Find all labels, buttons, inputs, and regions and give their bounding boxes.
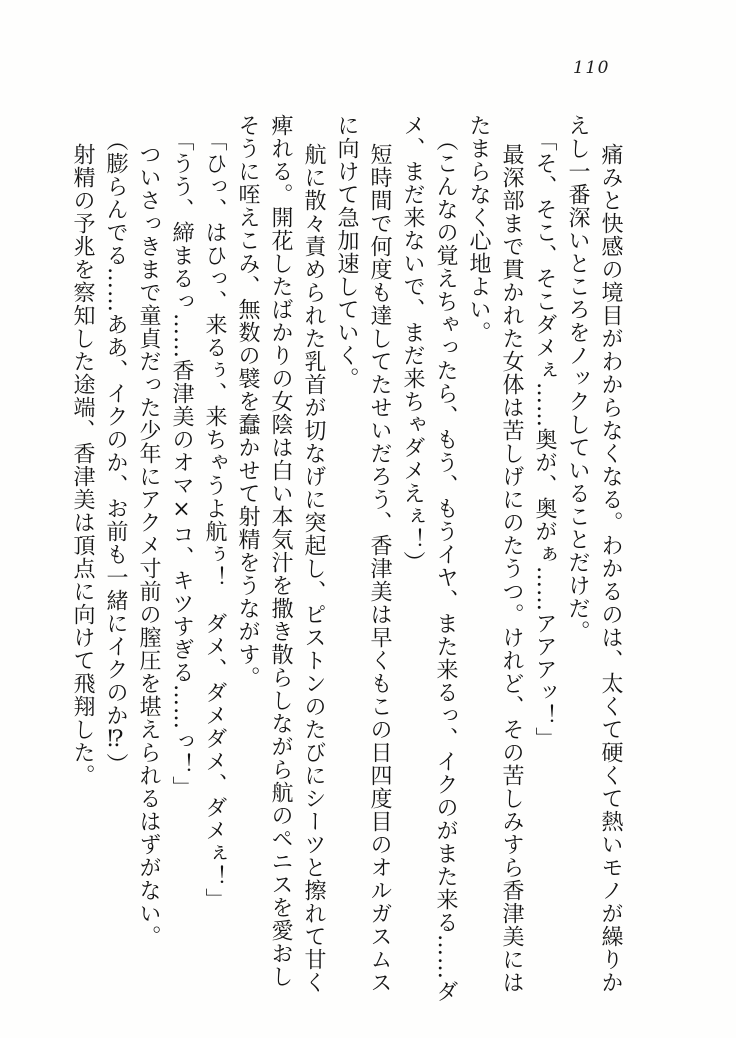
text-line: 航に散々責められた乳首が切なげに突起し、ピストンのたびにシーツと擦れて甘く [301,143,326,994]
text-line: 痛みと快感の境目がわからなくなる。わかるのは、太くて硬くて熱いモノが繰りか [598,143,623,994]
text-line: に向けて急加速していく。 [334,114,359,390]
text-line: 「うう、締まるっ……香津美のオマ×コ、キツすぎる……っ！」 [169,129,194,799]
text-line: 短時間で何度も達してたせいだろう、香津美は早くもこの日四度目のオルガスムス [367,143,392,994]
text-line: ついさっきまで童貞だった少年にアクメ寸前の膣圧を堪えられるはずがない。 [136,143,161,948]
text-line: メ、まだ来ないで、まだ来ちゃダメえぇ！） [400,114,425,574]
text-line: （膨らんでる……ああ、イクのか、お前も一緒にイクのか⁉） [103,129,128,776]
text-line: えし一番深いところをノックしていることだけだ。 [565,114,590,643]
text-line: たまらなく心地よい。 [466,114,491,344]
text-line: 「そ、そこ、そこダメぇ……奥が、奥がぁ……アアアッ！」 [532,129,557,750]
text-line: 「ひっ、はひっ、来るぅ、来ちゃうよ航ぅ！ ダメ、ダメダメ、ダメぇ！」 [202,129,227,911]
text-block [66,114,627,1016]
text-line: 痺れる。開花したばかりの女陰は白い本気汁を撒き散らしながら航のペニスを愛おし [268,114,293,988]
text-line: 射精の予兆を察知した途端、香津美は頂点に向けて飛翔した。 [70,143,95,787]
text-line: そうに咥えこみ、無数の襞を蠢かせて射精をうながす。 [235,114,260,689]
text-line: 最深部まで貫かれた女体は苦しげにのたうつ。けれど、その苦しみすら香津美には [499,143,524,994]
text-line: （こんなの覚えちゃったら、もう、もうイヤ、また来るっ、イクのがまた来る……ダ [433,129,458,1003]
page-number: 110 [573,58,610,78]
